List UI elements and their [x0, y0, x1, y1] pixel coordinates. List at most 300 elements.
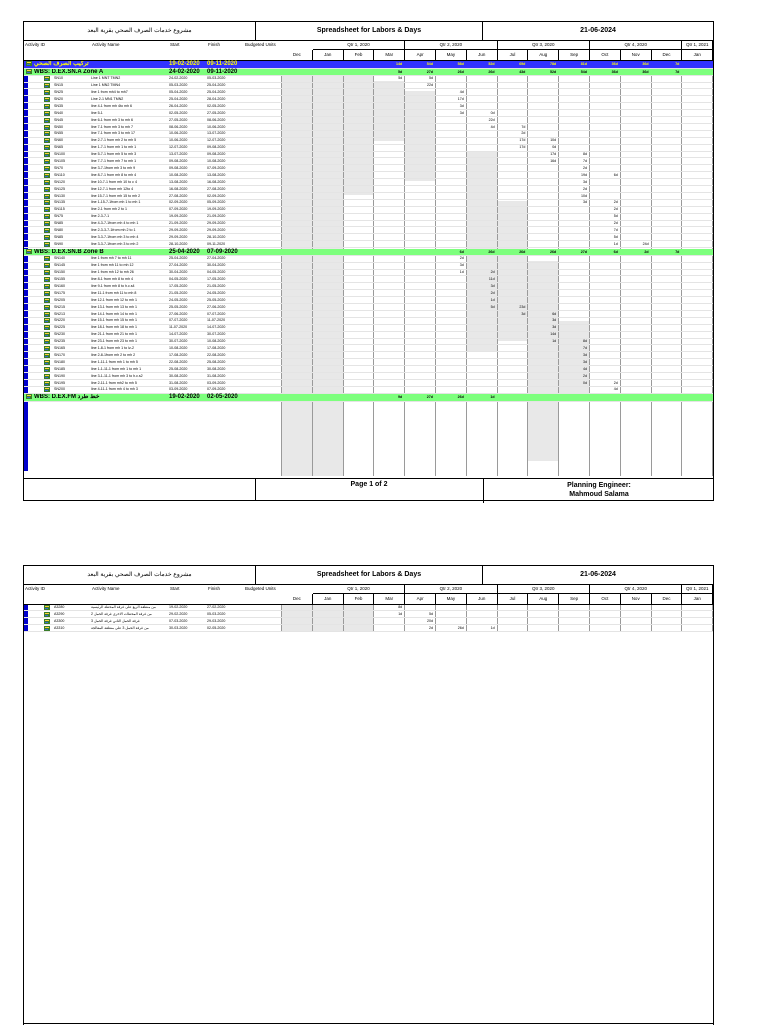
finish-date: 28-04-2020	[207, 96, 226, 101]
activity-icon	[44, 318, 50, 323]
wbs-group-row[interactable]	[24, 69, 713, 77]
activity-row[interactable]	[24, 76, 713, 82]
period-labor-days: 27d	[426, 395, 433, 400]
activity-id: SN150	[54, 270, 65, 275]
activity-row[interactable]	[24, 346, 713, 352]
activity-name: line 1-11-1 from mh 1 to mh 5	[91, 359, 138, 364]
start-date: 24-02-2020	[169, 76, 188, 81]
activity-id: SN130	[54, 193, 65, 198]
month-label: Apr	[405, 50, 436, 60]
start-date: 21-05-2020	[169, 290, 188, 295]
start-date: 14-07-2020	[169, 332, 188, 337]
activity-icon	[44, 312, 50, 317]
period-labor-days: 4d	[459, 90, 464, 94]
page-header	[24, 22, 713, 41]
activity-row[interactable]	[24, 145, 713, 151]
period-labor-days: 22d	[488, 117, 495, 122]
activity-row[interactable]	[24, 387, 713, 393]
activity-icon	[44, 605, 50, 610]
quarter-label: Qtr 1, 2021	[682, 585, 713, 594]
period-labor-days: 3d	[490, 283, 495, 288]
activity-id: SN205	[54, 297, 65, 302]
activity-row[interactable]	[24, 235, 713, 241]
summary-row[interactable]	[24, 61, 713, 69]
activity-icon	[44, 298, 50, 303]
quarter-label: Qtr 3, 2020	[498, 585, 590, 594]
activity-row[interactable]	[24, 612, 713, 618]
start-date: 19-02-2020	[169, 61, 200, 67]
finish-date: 17-05-2020	[207, 277, 226, 281]
activity-row[interactable]	[24, 125, 713, 131]
finish-date: 05-03-2020	[207, 76, 226, 81]
month-label: Apr	[405, 594, 436, 604]
period-labor-days: 2d	[582, 186, 587, 191]
period-labor-days: 2d	[459, 256, 464, 261]
activity-row[interactable]	[24, 305, 713, 311]
period-labor-days: 2d	[644, 249, 649, 254]
quarter-label: Qtr 1, 2021	[682, 41, 713, 50]
period-labor-days: 54d	[580, 69, 587, 74]
period-labor-days: 3d	[582, 179, 587, 184]
activity-icon	[44, 207, 50, 212]
finish-date: 02-05-2020	[207, 103, 226, 108]
start-date: 25-04-2020	[169, 96, 188, 101]
activity-name: Line 2-1 MN1 TMN2	[91, 96, 124, 101]
activity-icon	[44, 138, 50, 143]
quarter-label: Qtr 2, 2020	[405, 41, 497, 50]
activity-name: من منطقة الريع على غرفة المحطة الرئيسية	[91, 605, 156, 609]
activity-name: line 3-7-1from mh 3 to mh 9	[91, 165, 136, 170]
period-labor-days: 78d	[549, 62, 557, 66]
footer-left	[24, 479, 256, 501]
month-label: Sep	[559, 50, 590, 60]
activity-row[interactable]	[24, 312, 713, 318]
period-labor-days: 4d	[613, 387, 618, 392]
activity-row[interactable]	[24, 242, 713, 248]
activity-name: line 1-1-11-1 from mh 1 to mh 1	[91, 366, 142, 371]
wbs-group-row[interactable]	[24, 249, 713, 257]
activity-row[interactable]	[24, 339, 713, 345]
activity-row[interactable]	[24, 138, 713, 144]
activity-icon	[44, 97, 50, 102]
month-label: Jun	[467, 594, 498, 604]
period-labor-days: 6d	[613, 172, 618, 177]
activity-id: SN115	[54, 207, 65, 212]
start-date: 27-04-2020	[169, 263, 188, 268]
period-labor-days: 19d	[580, 172, 587, 177]
activity-row[interactable]	[24, 605, 713, 611]
start-date: 19-02-2020	[169, 605, 188, 609]
start-date: 10-08-2020	[169, 346, 188, 350]
start-date: 07-03-2020	[169, 618, 188, 623]
period-labor-days: 8d	[582, 339, 587, 344]
activity-row[interactable]	[24, 228, 713, 234]
activity-icon	[44, 235, 50, 240]
finish-date: 07-09-2020	[207, 165, 226, 170]
period-labor-days: 3d	[582, 352, 587, 357]
activity-id: SN190	[54, 373, 65, 378]
activity-row[interactable]	[24, 291, 713, 297]
activity-icon	[44, 214, 50, 219]
start-date: 17-05-2020	[169, 283, 188, 288]
period-labor-days: 6d	[459, 249, 464, 254]
period-labor-days: 8d	[398, 605, 403, 609]
activity-icon	[44, 159, 50, 164]
activity-icon	[44, 152, 50, 157]
activity-id: SN140	[54, 256, 65, 261]
activity-icon	[44, 305, 50, 310]
start-date: 29-09-2020	[169, 234, 188, 239]
activity-name: line 11-1 from mh 11 to mh 8	[91, 290, 137, 295]
period-labor-days: 26d	[519, 249, 526, 254]
activity-name: line 2-11-1 from mh2 to mh 5	[91, 380, 137, 385]
activity-row[interactable]	[24, 332, 713, 338]
month-label: Jan	[313, 594, 344, 604]
activity-icon	[44, 166, 50, 171]
col-start: Start	[170, 42, 180, 47]
activity-name: line 2-3-3-7-1from mh 2 to 1	[91, 228, 136, 232]
activity-id: SN110	[54, 172, 65, 177]
month-label: Jul	[498, 594, 529, 604]
activity-icon	[44, 270, 50, 275]
activity-name: line 7-1 from mh 3 to mh 7	[91, 124, 133, 129]
activity-name: line 18-1 from mh 18 to mh 1	[91, 325, 137, 330]
activity-row[interactable]	[24, 277, 713, 283]
activity-row[interactable]	[24, 381, 713, 387]
month-label: May	[436, 594, 467, 604]
period-labor-days: 14d	[550, 332, 557, 337]
start-date: 31-08-2020	[169, 380, 188, 385]
start-date: 04-05-2020	[169, 277, 188, 281]
activity-row[interactable]	[24, 187, 713, 193]
start-date: 07-07-2020	[169, 318, 188, 323]
finish-date: 02-05-2020	[207, 394, 238, 401]
finish-date: 28-10-2020	[207, 234, 226, 239]
activity-name: line 7-1 from mh 3 to mh 17	[91, 131, 135, 136]
finish-date: 13-08-2020	[207, 172, 226, 177]
start-date: 02-05-2020	[169, 110, 188, 115]
finish-date: 09-11-2020	[207, 61, 238, 67]
period-labor-days: 7d	[582, 346, 587, 350]
period-labor-days: 26d	[457, 395, 464, 400]
activity-icon	[44, 180, 50, 185]
period-labor-days: 2d	[613, 207, 618, 212]
activity-row[interactable]	[24, 284, 713, 290]
period-labor-days: 2d	[428, 625, 433, 630]
activity-id: SN230	[54, 332, 65, 337]
start-date: 29-02-2020	[169, 611, 188, 616]
activity-row[interactable]	[24, 200, 713, 206]
activity-row[interactable]	[24, 374, 713, 380]
report-page-1	[23, 21, 714, 501]
activity-id: SN20	[54, 96, 63, 101]
start-date: 05-03-2020	[169, 83, 188, 88]
activity-id: SN55	[54, 131, 63, 136]
quarter-label: Qtr 1, 2020	[313, 585, 405, 594]
period-labor-days: 0d	[552, 145, 557, 150]
activity-name: Line 1 MNT TMN2	[91, 76, 121, 81]
start-date: 27-08-2020	[169, 193, 188, 198]
start-date: 02-09-2020	[169, 200, 188, 205]
start-date: 24-05-2020	[169, 297, 188, 302]
finish-date: 30-08-2020	[207, 366, 226, 371]
period-labor-days: 1d	[613, 241, 618, 246]
start-date: 25-04-2020	[169, 256, 188, 261]
activity-row[interactable]	[24, 207, 713, 213]
activity-id: SN185	[54, 366, 65, 371]
period-labor-days: 1d	[552, 339, 557, 344]
period-labor-days: 5d	[490, 304, 495, 309]
period-labor-days: 1d	[490, 625, 495, 630]
period-labor-days: 2d	[521, 131, 526, 136]
activity-row[interactable]	[24, 626, 713, 632]
activity-icon	[44, 228, 50, 233]
month-label: Nov	[621, 50, 652, 60]
period-labor-days: 22d	[426, 83, 433, 88]
finish-date: 29-03-2020	[207, 618, 226, 623]
month-label: Jul	[498, 50, 529, 60]
start-date: 22-08-2020	[169, 359, 188, 364]
activity-name: line 8-7-1 from mh 8 to mh 4	[91, 172, 137, 177]
activity-icon	[44, 291, 50, 296]
activity-row[interactable]	[24, 97, 713, 103]
start-date: 10-06-2020	[169, 138, 188, 143]
start-date: 19-09-2020	[169, 214, 188, 219]
activity-row[interactable]	[24, 173, 713, 179]
start-date: 30-04-2020	[169, 270, 188, 275]
month-label: Jun	[467, 50, 498, 60]
activity-icon	[44, 626, 50, 631]
activity-name: line 23-1 from mh 23 to mh 1	[91, 339, 137, 344]
quarter-label: Qtr 1, 2020	[313, 41, 405, 50]
activity-row[interactable]	[24, 256, 713, 262]
period-labor-days: 20d	[426, 618, 433, 623]
activity-row[interactable]	[24, 214, 713, 220]
activity-name: line 4-3-7-1from mh 4 to mh 1	[91, 221, 139, 226]
activity-icon	[44, 76, 50, 81]
activity-id: SN65	[54, 145, 63, 150]
finish-date: 05-03-2020	[207, 611, 226, 616]
activity-row[interactable]	[24, 131, 713, 137]
activity-row[interactable]	[24, 221, 713, 227]
col-start: Start	[170, 586, 180, 591]
activity-icon	[44, 131, 50, 136]
activity-icon	[44, 221, 50, 226]
period-labor-days: 11d	[488, 277, 495, 281]
finish-date: 09-11-2020	[207, 241, 226, 246]
activity-name: line 15-1 from mh 15 to mh 1	[91, 318, 137, 323]
finish-date: 17-08-2020	[207, 346, 226, 350]
activity-icon	[44, 263, 50, 268]
finish-date: 11-07-2020	[207, 318, 226, 323]
activity-row[interactable]	[24, 298, 713, 304]
activity-name: line 1 from mh4 to mh7	[91, 90, 128, 94]
month-label: Dec	[652, 50, 683, 60]
activity-name: line 2-3-7-1	[91, 214, 110, 219]
activity-id: A3290	[54, 611, 65, 616]
activity-id: SN85	[54, 234, 63, 239]
activity-name: line 1-15-7-1from mh 1 to mh 1	[91, 200, 141, 205]
activity-row[interactable]	[24, 180, 713, 186]
month-label: Oct	[590, 50, 621, 60]
period-labor-days: 7d	[675, 62, 680, 66]
activity-row[interactable]	[24, 367, 713, 373]
wbs-folder-icon	[26, 249, 32, 254]
activity-icon	[44, 104, 50, 109]
activity-id: SN135	[54, 200, 65, 205]
activity-name: line 2-8-1from mh 2 to mh 2	[91, 352, 136, 357]
col-activity-id: Activity ID	[25, 42, 46, 47]
activity-id: SN35	[54, 103, 63, 108]
start-date: 12-07-2020	[169, 145, 188, 150]
activity-icon	[44, 90, 50, 95]
col-activity-name: Activity Name	[92, 586, 120, 591]
period-labor-days: 24d	[642, 241, 649, 246]
activity-name: line 7-7-1 from mh 7 to mh 1	[91, 159, 137, 163]
period-labor-days: 36d	[611, 62, 618, 66]
activity-id: SN50	[54, 124, 63, 129]
quarter-label: Qtr 4, 2020	[590, 41, 682, 50]
month-label: Aug	[528, 50, 559, 60]
period-labor-days: 10d	[550, 138, 557, 143]
month-label: May	[436, 50, 467, 60]
activity-id: A3300	[54, 618, 65, 623]
period-labor-days: 14d	[395, 62, 403, 66]
period-labor-days: 1d	[398, 611, 403, 616]
period-labor-days: 58d	[457, 62, 464, 66]
finish-date: 08-06-2020	[207, 117, 226, 122]
activity-row[interactable]	[24, 619, 713, 625]
start-date: 28-10-2020	[169, 241, 188, 246]
activity-row[interactable]	[24, 152, 713, 158]
start-date: 26-04-2020	[169, 103, 188, 108]
finish-date: 27-04-2020	[207, 256, 226, 261]
activity-id: A3310	[54, 625, 65, 630]
activity-row[interactable]	[24, 118, 713, 124]
activity-id: SN75	[54, 214, 63, 219]
period-labor-days: 10d	[580, 193, 587, 198]
page-number: Page 1 of 2	[350, 481, 388, 488]
activity-name: line 12-7-1 from mh 12to 4	[91, 186, 134, 191]
start-date: 13-07-2020	[169, 152, 188, 157]
period-labor-days: 3d	[582, 200, 587, 205]
month-label: Feb	[344, 594, 375, 604]
period-labor-days: 26d	[549, 249, 557, 254]
finish-date: 09-08-2020	[207, 145, 226, 150]
month-label: Sep	[559, 594, 590, 604]
start-date: 16-08-2020	[169, 186, 188, 191]
activity-row[interactable]	[24, 83, 713, 89]
activity-row[interactable]	[24, 353, 713, 359]
period-labor-days: 8d	[582, 152, 587, 157]
project-name: مشروع خدمات الصرف الصحي بقرية البعد	[24, 22, 256, 40]
activity-id: SN45	[54, 117, 63, 122]
activity-row[interactable]	[24, 104, 713, 110]
activity-icon	[44, 387, 50, 392]
month-label: Oct	[590, 594, 621, 604]
activity-name: line 1-7-1 from mh 1 to mh 1	[91, 145, 137, 150]
wbs-folder-icon	[26, 61, 32, 66]
report-title: Spreadsheet for Labors & Days	[256, 22, 483, 40]
activity-icon	[44, 111, 50, 116]
period-labor-days: 52d	[488, 62, 495, 66]
finish-date: 09-08-2020	[207, 152, 226, 157]
start-date: 29-09-2020	[169, 228, 188, 232]
page-footer	[24, 478, 713, 501]
activity-row[interactable]	[24, 325, 713, 331]
finish-date: 14-07-2020	[207, 325, 226, 330]
period-labor-days: 4d	[582, 366, 587, 371]
month-label: Jan	[313, 50, 344, 60]
start-date: 30-08-2020	[169, 373, 188, 378]
activity-icon	[44, 353, 50, 358]
month-label: Feb	[344, 50, 375, 60]
start-date: 13-08-2020	[169, 179, 188, 184]
activity-id: SN15	[54, 83, 63, 88]
activity-id: SN125	[54, 186, 65, 191]
period-labor-days: 26d	[488, 69, 495, 74]
activity-id: SN70	[54, 165, 63, 170]
finish-date: 27-08-2020	[207, 186, 226, 191]
activity-id: SN145	[54, 263, 65, 268]
activity-row[interactable]	[24, 159, 713, 165]
activity-row[interactable]	[24, 194, 713, 200]
finish-date: 09-11-2020	[207, 68, 238, 75]
period-labor-days: 16d	[550, 159, 557, 163]
activity-icon	[44, 277, 50, 282]
col-finish: Finish	[208, 42, 221, 47]
month-label: Dec	[282, 594, 313, 604]
activity-name: line 10-7-1 from mh 10 to c 4	[91, 179, 137, 184]
activity-name: line 1 from mh 11 to mh 12	[91, 263, 134, 268]
period-labor-days: 5d	[428, 611, 433, 616]
activity-row[interactable]	[24, 263, 713, 269]
month-label: Nov	[621, 594, 652, 604]
activity-icon	[44, 325, 50, 330]
activity-icon	[44, 374, 50, 379]
col-activity-name: Activity Name	[92, 42, 120, 47]
activity-row[interactable]	[24, 360, 713, 366]
period-labor-days: 0d	[490, 110, 495, 115]
finish-date: 24-05-2020	[207, 290, 226, 295]
activity-row[interactable]	[24, 111, 713, 117]
period-labor-days: 36d	[611, 69, 618, 74]
activity-row[interactable]	[24, 318, 713, 324]
period-labor-days: 6d	[613, 249, 618, 254]
activity-name: من غرفة الحمل 3 على منطقة المعالجة	[91, 625, 149, 630]
period-labor-days: 1d	[490, 395, 495, 400]
activity-row[interactable]	[24, 270, 713, 276]
start-date: 08-06-2020	[169, 124, 188, 129]
activity-id: SN90	[54, 241, 63, 246]
month-label: Dec	[282, 50, 313, 60]
wbs-group-row[interactable]	[24, 394, 713, 402]
period-labor-days: 26d	[457, 625, 464, 630]
period-labor-days: 3d	[582, 359, 587, 364]
activity-name: line 3-1-11-1 from mh 3 to h.c.s2	[91, 373, 143, 378]
planner-label: Planning Engineer:	[567, 482, 631, 489]
month-label: Mar	[374, 50, 405, 60]
period-labor-days: 27d	[426, 69, 433, 74]
activity-row[interactable]	[24, 166, 713, 172]
activity-row[interactable]	[24, 90, 713, 96]
period-labor-days: 2d	[582, 165, 587, 170]
finish-date: 13-07-2020	[207, 131, 226, 136]
period-labor-days: 3d	[459, 263, 464, 268]
col-finish: Finish	[208, 586, 221, 591]
start-date: 30-03-2020	[169, 625, 188, 630]
activity-icon	[44, 332, 50, 337]
